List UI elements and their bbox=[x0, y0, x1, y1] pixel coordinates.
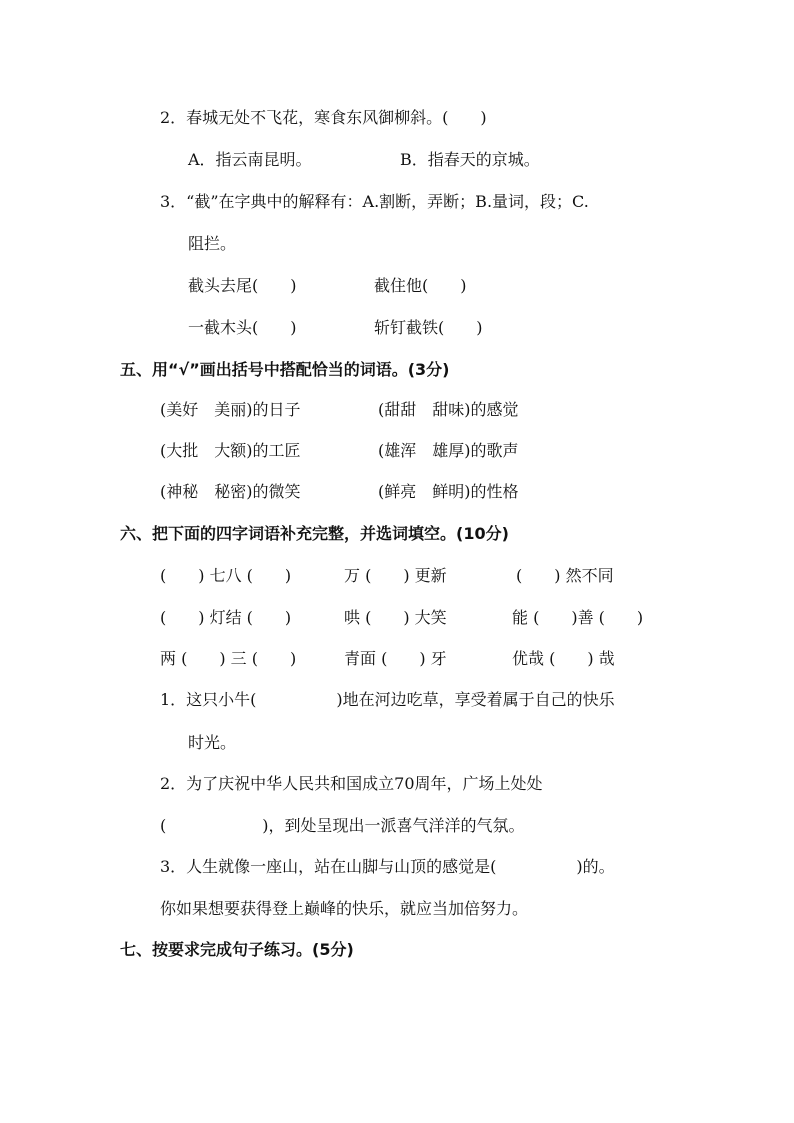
option-b: B．指春天的京城。 bbox=[400, 150, 540, 169]
example-4: 斩钉截铁( ) bbox=[374, 318, 483, 337]
idiom-7: 两 ( ) 三 ( ) bbox=[160, 649, 297, 668]
idiom-8: 青面 ( ) 牙 bbox=[344, 649, 447, 668]
question-3: 3．“截”在字典中的解释有：A.割断，弄断；B.量词，段；C. bbox=[160, 192, 589, 211]
idiom-3: ( ) 然不同 bbox=[516, 566, 614, 585]
sentence-1: 1．这只小牛( )地在河边吃草，享受着属于自己的快乐 bbox=[160, 690, 615, 709]
choice-1a: (美好 美丽)的日子 bbox=[160, 400, 301, 419]
section-7-title: 七、按要求完成句子练习。(5分) bbox=[120, 940, 354, 959]
idiom-2: 万 ( ) 更新 bbox=[344, 566, 447, 585]
choice-1b: (甜甜 甜味)的感觉 bbox=[378, 400, 519, 419]
sentence-1-continued: 时光。 bbox=[188, 733, 237, 752]
idiom-6: 能 ( )善 ( ) bbox=[512, 608, 644, 627]
idiom-4: ( ) 灯结 ( ) bbox=[160, 608, 292, 627]
choice-3a: (神秘 秘密)的微笑 bbox=[160, 482, 301, 501]
idiom-1: ( ) 七八 ( ) bbox=[160, 566, 292, 585]
idiom-9: 优哉 ( ) 哉 bbox=[512, 649, 615, 668]
sentence-2-continued: ( )，到处呈现出一派喜气洋洋的气氛。 bbox=[160, 816, 525, 835]
section-6-title: 六、把下面的四字词语补充完整，并选词填空。(10分) bbox=[120, 524, 509, 543]
question-2: 2．春城无处不飞花，寒食东风御柳斜。( ) bbox=[160, 108, 487, 127]
sentence-3-continued: 你如果想要获得登上巅峰的快乐，就应当加倍努力。 bbox=[160, 899, 529, 918]
choice-2b: (雄浑 雄厚)的歌声 bbox=[378, 441, 519, 460]
choice-3b: (鲜亮 鲜明)的性格 bbox=[378, 482, 519, 501]
question-3-continued: 阻拦。 bbox=[188, 234, 237, 253]
section-5-title: 五、用“√”画出括号中搭配恰当的词语。(3分) bbox=[120, 360, 450, 379]
example-2: 截住他( ) bbox=[374, 276, 467, 295]
idiom-5: 哄 ( ) 大笑 bbox=[344, 608, 447, 627]
choice-2a: (大批 大额)的工匠 bbox=[160, 441, 301, 460]
example-1: 截头去尾( ) bbox=[188, 276, 297, 295]
option-a: A．指云南昆明。 bbox=[188, 150, 312, 169]
sentence-2: 2．为了庆祝中华人民共和国成立70周年，广场上处处 bbox=[160, 774, 543, 793]
example-3: 一截木头( ) bbox=[188, 318, 297, 337]
sentence-3: 3．人生就像一座山，站在山脚与山顶的感觉是( )的。 bbox=[160, 857, 615, 876]
